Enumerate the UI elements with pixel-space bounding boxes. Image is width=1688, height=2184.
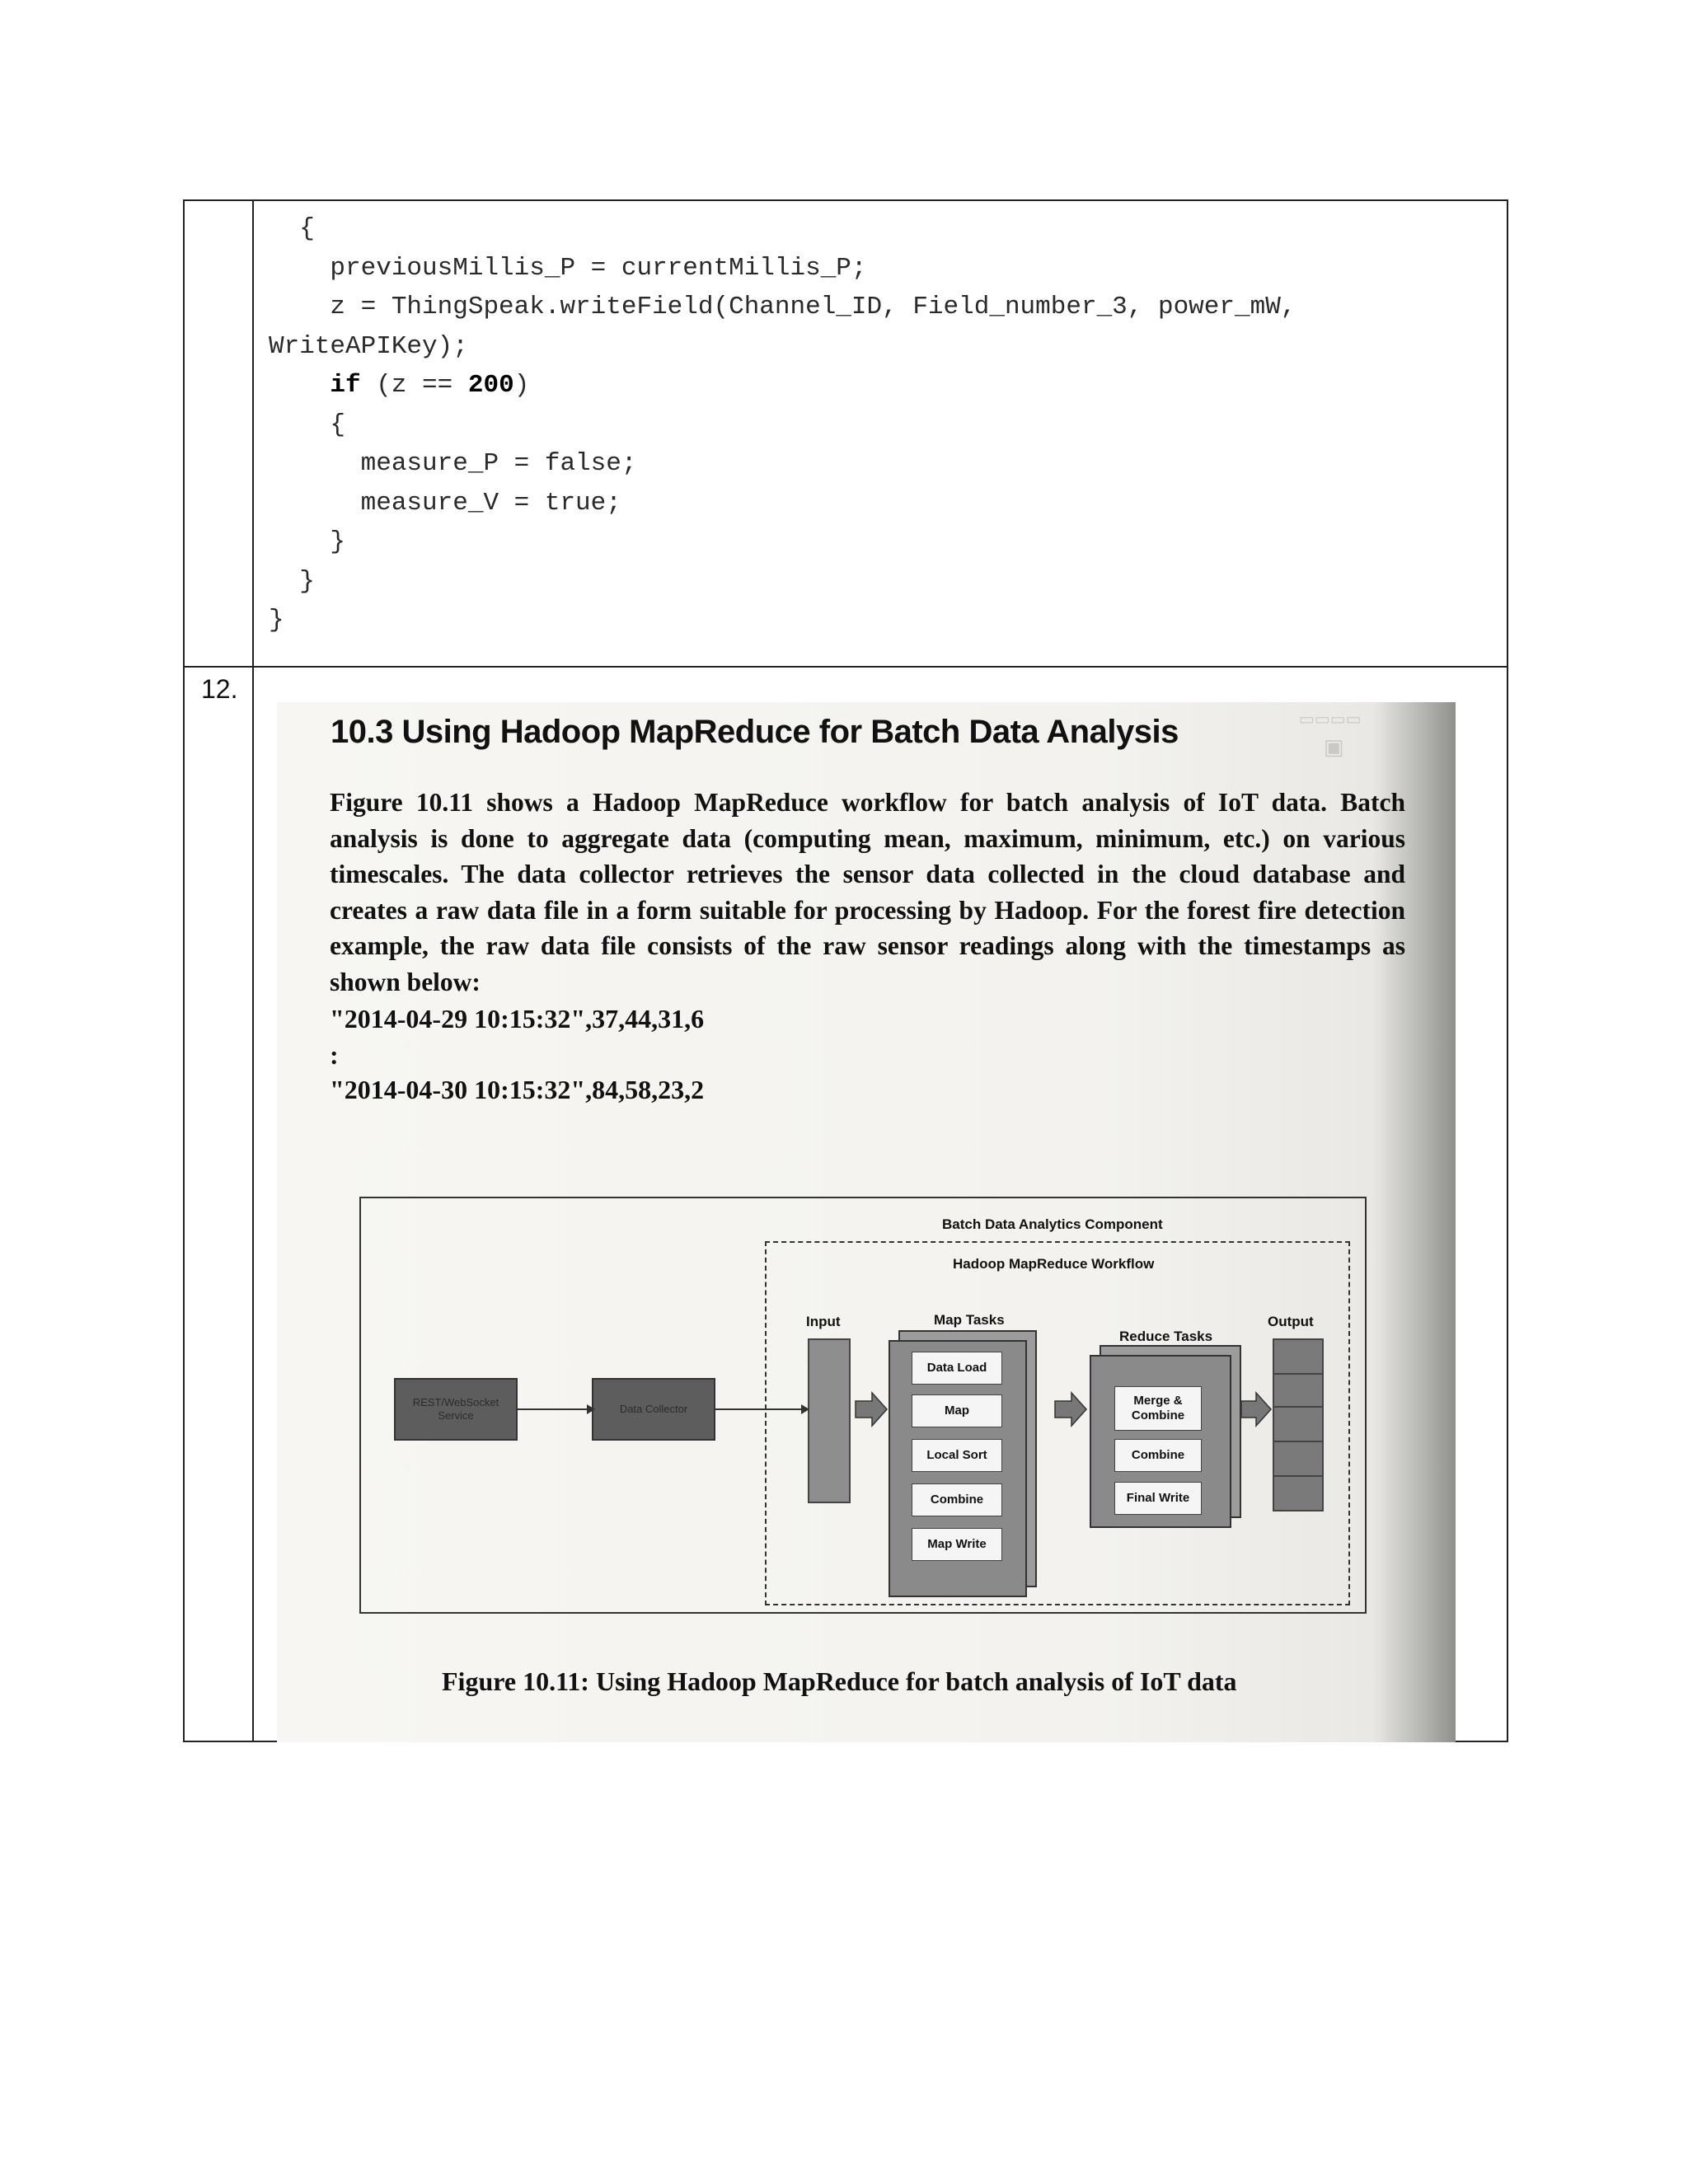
reduce-step-merge-combine: Merge & Combine [1114,1386,1202,1431]
map-step-map: Map [912,1394,1002,1427]
reduce-tasks-label: Reduce Tasks [1119,1329,1213,1344]
input-label: Input [806,1314,841,1329]
code-line: measure_V = true; [269,488,621,518]
map-step-combine: Combine [912,1483,1002,1516]
figure-caption: Figure 10.11: Using Hadoop MapReduce for batch analysis of IoT data [442,1666,1237,1696]
code-line: z = ThingSpeak.writeField(Channel_ID, Field_number_3, power_mW, [269,293,1296,321]
map-step-local-sort: Local Sort [912,1439,1002,1472]
code-line: } [269,606,284,635]
code-line: } [269,527,346,556]
document-table [183,199,1508,1742]
flow-arrows [361,1198,1368,1615]
code-block [269,209,1296,640]
rest-websocket-service: REST/WebSocket Service [394,1378,518,1441]
arrow-head [587,1404,595,1414]
workflow-title: Hadoop MapReduce Workflow [953,1256,1155,1272]
code-line: } [269,566,315,596]
map-step-data-load: Data Load [912,1352,1002,1385]
code-line: if (z == 200) [330,371,530,400]
map-tasks-label: Map Tasks [934,1312,1005,1328]
arrow-input-to-map [856,1393,887,1426]
arrow-reduce-to-output [1241,1393,1271,1426]
row-number: 12. [201,674,238,704]
data-sample-first: "2014-04-29 10:15:32",37,44,31,6 [330,1004,705,1033]
bleed-through-decoration: ▣ [1324,735,1344,759]
reduce-step-combine: Combine [1114,1439,1202,1472]
reduce-step-final-write: Final Write [1114,1482,1202,1515]
row-divider [185,666,1507,668]
arrow-head [801,1404,809,1414]
data-ellipsis: : [330,1040,339,1070]
arrow-map-to-reduce [1055,1393,1086,1426]
paragraph: Figure 10.11 shows a Hadoop MapReduce workflow for batch analysis of IoT data. Batch analysis is done to aggregate data (computing mean, maximum, minimum, etc.) on various timescales. The data collector retrieves the sensor data collected in the cloud database and creates a raw data file in a form suitable for processing by Hadoop. For the forest fire detection example, the raw data file consists of the raw sensor readings along with the timestamps as shown below: [330,788,1405,996]
code-line: measure_P = false; [269,449,637,478]
bleed-through-decoration: ▭▭▭▭ [1299,710,1362,729]
code-line: { [269,214,315,243]
code-line: WriteAPIKey); [269,331,468,361]
component-title: Batch Data Analytics Component [942,1216,1163,1232]
data-collector: Data Collector [592,1378,715,1441]
section-title: 10.3 Using Hadoop MapReduce for Batch Data Analysis [331,714,1179,750]
column-divider [252,201,254,1741]
data-sample-last: "2014-04-30 10:15:32",84,58,23,2 [330,1075,705,1104]
output-label: Output [1268,1314,1314,1329]
code-line: previousMillis_P = currentMillis_P; [269,253,867,283]
mapreduce-figure [359,1197,1367,1614]
code-line: { [269,410,346,439]
scanned-book-page [277,702,1456,1742]
map-step-map-write: Map Write [912,1528,1002,1561]
